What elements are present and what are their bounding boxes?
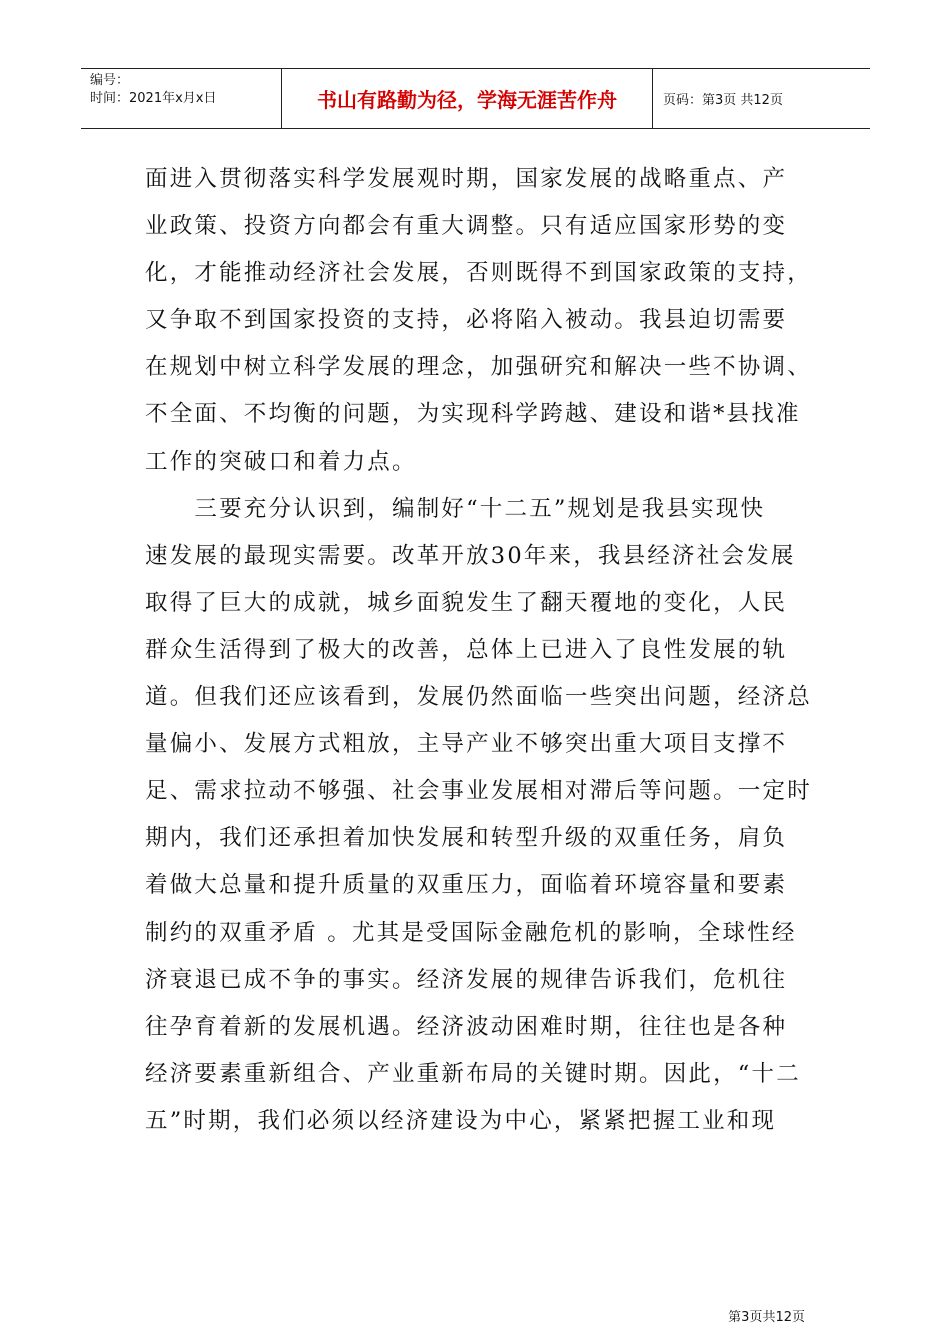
body-text-line: 足、需求拉动不够强、社会事业发展相对滞后等问题。一定时 <box>145 778 812 805</box>
body-text-line: 又争取不到国家投资的支持，必将陷入被动。我县迫切需要 <box>145 307 788 334</box>
body-text-line: 着做大总量和提升质量的双重压力，面临着环境容量和要素 <box>145 872 788 899</box>
body-text-line: 五”时期，我们必须以经济建设为中心，紧紧把握工业和现 <box>145 1107 777 1134</box>
body-text-line: 在规划中树立科学发展的理念，加强研究和解决一些不协调、 <box>145 354 812 381</box>
body-text-line: 群众生活得到了极大的改善，总体上已进入了良性发展的轨 <box>145 636 788 663</box>
body-text-line: 往孕育着新的发展机遇。经济波动困难时期，往往也是各种 <box>145 1013 788 1040</box>
header-page-number: 页码：第3页 共12页 <box>663 93 783 108</box>
body-text-line: 化，才能推动经济社会发展，否则既得不到国家政策的支持， <box>145 260 812 287</box>
document-body <box>145 156 815 1145</box>
body-text-line: 制约的双重矛盾 。尤其是受国际金融危机的影响，全球性经 <box>145 919 797 946</box>
body-text-line: 三要充分认识到，编制好“十二五”规划是我县实现快 <box>145 495 766 522</box>
document-number-label: 编号： <box>90 73 130 88</box>
body-text-line: 工作的突破口和着力点。 <box>145 448 417 475</box>
body-text-line: 济衰退已成不争的事实。经济发展的规律告诉我们，危机往 <box>145 966 788 993</box>
body-text-line: 业政策、投资方向都会有重大调整。只有适应国家形势的变 <box>145 213 788 240</box>
document-date-label: 时间：2021年x月x日 <box>90 91 217 106</box>
body-text-line: 取得了巨大的成就，城乡面貌发生了翻天覆地的变化，人民 <box>145 589 788 616</box>
header-motto: 书山有路勤为径，学海无涯苦作舟 <box>282 69 653 128</box>
body-text-line: 道。但我们还应该看到，发展仍然面临一些突出问题，经济总 <box>145 684 812 711</box>
body-text-line: 经济要素重新组合、产业重新布局的关键时期。因此，“十二 <box>145 1060 801 1087</box>
body-text-line: 不全面、不均衡的问题，为实现科学跨越、建设和谐*县找准 <box>145 401 801 428</box>
header-meta-cell <box>81 69 282 128</box>
body-text-line: 面进入贯彻落实科学发展观时期，国家发展的战略重点、产 <box>145 166 788 192</box>
body-text-line: 速发展的最现实需要。改革开放30年来，我县经济社会发展 <box>145 542 796 569</box>
body-text-line: 期内，我们还承担着加快发展和转型升级的双重任务，肩负 <box>145 825 788 852</box>
body-text-line: 量偏小、发展方式粗放，主导产业不够突出重大项目支撑不 <box>145 731 788 758</box>
document-header <box>81 68 870 129</box>
page-footer: 第3页共12页 <box>728 1310 805 1325</box>
